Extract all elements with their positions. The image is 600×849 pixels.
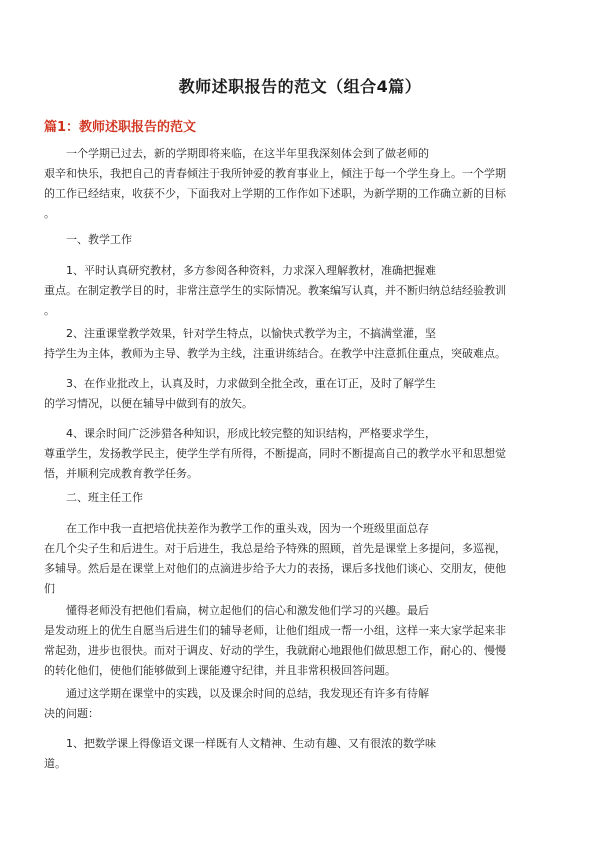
text-line: 4、课余时间广泛涉猎各种知识，形成比较完整的知识结构，严格要求学生，	[66, 427, 436, 440]
paragraph-problem-1	[44, 734, 562, 774]
paragraph-item-1	[44, 261, 562, 321]
text-line: 重点。在制定教学目的时，非常注意学生的实际情况。教案编写认真，并不断归纳总结经验教训	[44, 284, 506, 297]
paragraph-class-work	[44, 519, 562, 599]
text-line: 道。	[44, 757, 66, 770]
paragraph-item-3	[44, 374, 562, 414]
text-line: 的学习情况，以便在辅导中做到有的放矢。	[44, 397, 253, 410]
text-line: 的工作已经结束，收获不少，下面我对上学期的工作作如下述职，为新学期的工作确立新的目标	[44, 187, 506, 200]
text-line: 悟，并顺利完成教育教学任务。	[44, 467, 198, 480]
paragraph-intro	[44, 144, 562, 224]
text-line: 常起劲，进步也很快。而对于调皮、好动的学生，我就耐心地跟他们做思想工作，耐心的、慢慢	[44, 644, 506, 657]
text-line: 的转化他们，使他们能够做到上课能遵守纪律，并且非常积极回答问题。	[44, 664, 396, 677]
text-line: 懂得老师没有把他们看扁，树立起他们的信心和激发他们学习的兴趣。最后	[66, 604, 429, 617]
heading-teaching-work	[44, 230, 562, 250]
text-line: 尊重学生，发扬教学民主，使学生学有所得，不断提高，同时不断提高自己的教学水平和思想觉	[44, 447, 506, 460]
text-line: 一个学期已过去，新的学期即将来临，在这半年里我深刻体会到了做老师的	[66, 147, 429, 160]
text-line: 决的问题：	[44, 707, 99, 720]
paragraph-item-4	[44, 424, 562, 484]
text-line: 一、教学工作	[66, 233, 132, 246]
text-line: 在几个尖子生和后进生。对于后进生，我总是给予特殊的照顾，首先是课堂上多提问，多巡视，	[44, 542, 506, 555]
text-line: 2、注重课堂教学效果，针对学生特点，以愉快式教学为主，不搞满堂灌，坚	[66, 327, 436, 340]
text-line: 3、在作业批改上，认真及时，力求做到全批全改，重在订正，及时了解学生	[66, 377, 436, 390]
paragraph-item-2	[44, 324, 562, 364]
text-line: 1、平时认真研究教材，多方参阅各种资料，力求深入理解教材，准确把握难	[66, 264, 436, 277]
text-line: 二、班主任工作	[66, 491, 143, 504]
text-line: 是发动班上的优生自愿当后进生们的辅导老师，让他们组成一帮一小组，这样一来大家学起来非	[44, 624, 506, 637]
text-line: 。	[44, 207, 55, 220]
text-line: 们	[44, 582, 55, 595]
paragraph-problems	[44, 684, 562, 724]
text-line: 持学生为主体，教师为主导、教学为主线，注重讲练结合。在教学中注意抓住重点，突破难点。	[44, 347, 506, 360]
document-title: 教师述职报告的范文（组合4篇）	[178, 77, 422, 96]
text-line: 多辅导。然后是在课堂上对他们的点滴进步给予大力的表扬，课后多找他们谈心、交朋友，使他	[44, 562, 506, 575]
heading-class-teacher-work	[44, 488, 562, 508]
text-line: 艰辛和快乐，我把自己的青春倾注于我所钟爱的教育事业上，倾注于每一个学生身上。一个学期	[44, 167, 506, 180]
text-line: 在工作中我一直把培优扶差作为教学工作的重头戏，因为一个班级里面总存	[66, 522, 429, 535]
paragraph-encouragement	[44, 601, 562, 681]
text-line: 。	[44, 304, 55, 317]
section-title: 篇1：教师述职报告的范文	[44, 120, 197, 135]
text-line: 通过这学期在课堂中的实践，以及课余时间的总结，我发现还有许多有待解	[66, 687, 429, 700]
text-line: 1、把数学课上得像语文课一样既有人文精神、生动有趣、又有很浓的数学味	[66, 737, 436, 750]
